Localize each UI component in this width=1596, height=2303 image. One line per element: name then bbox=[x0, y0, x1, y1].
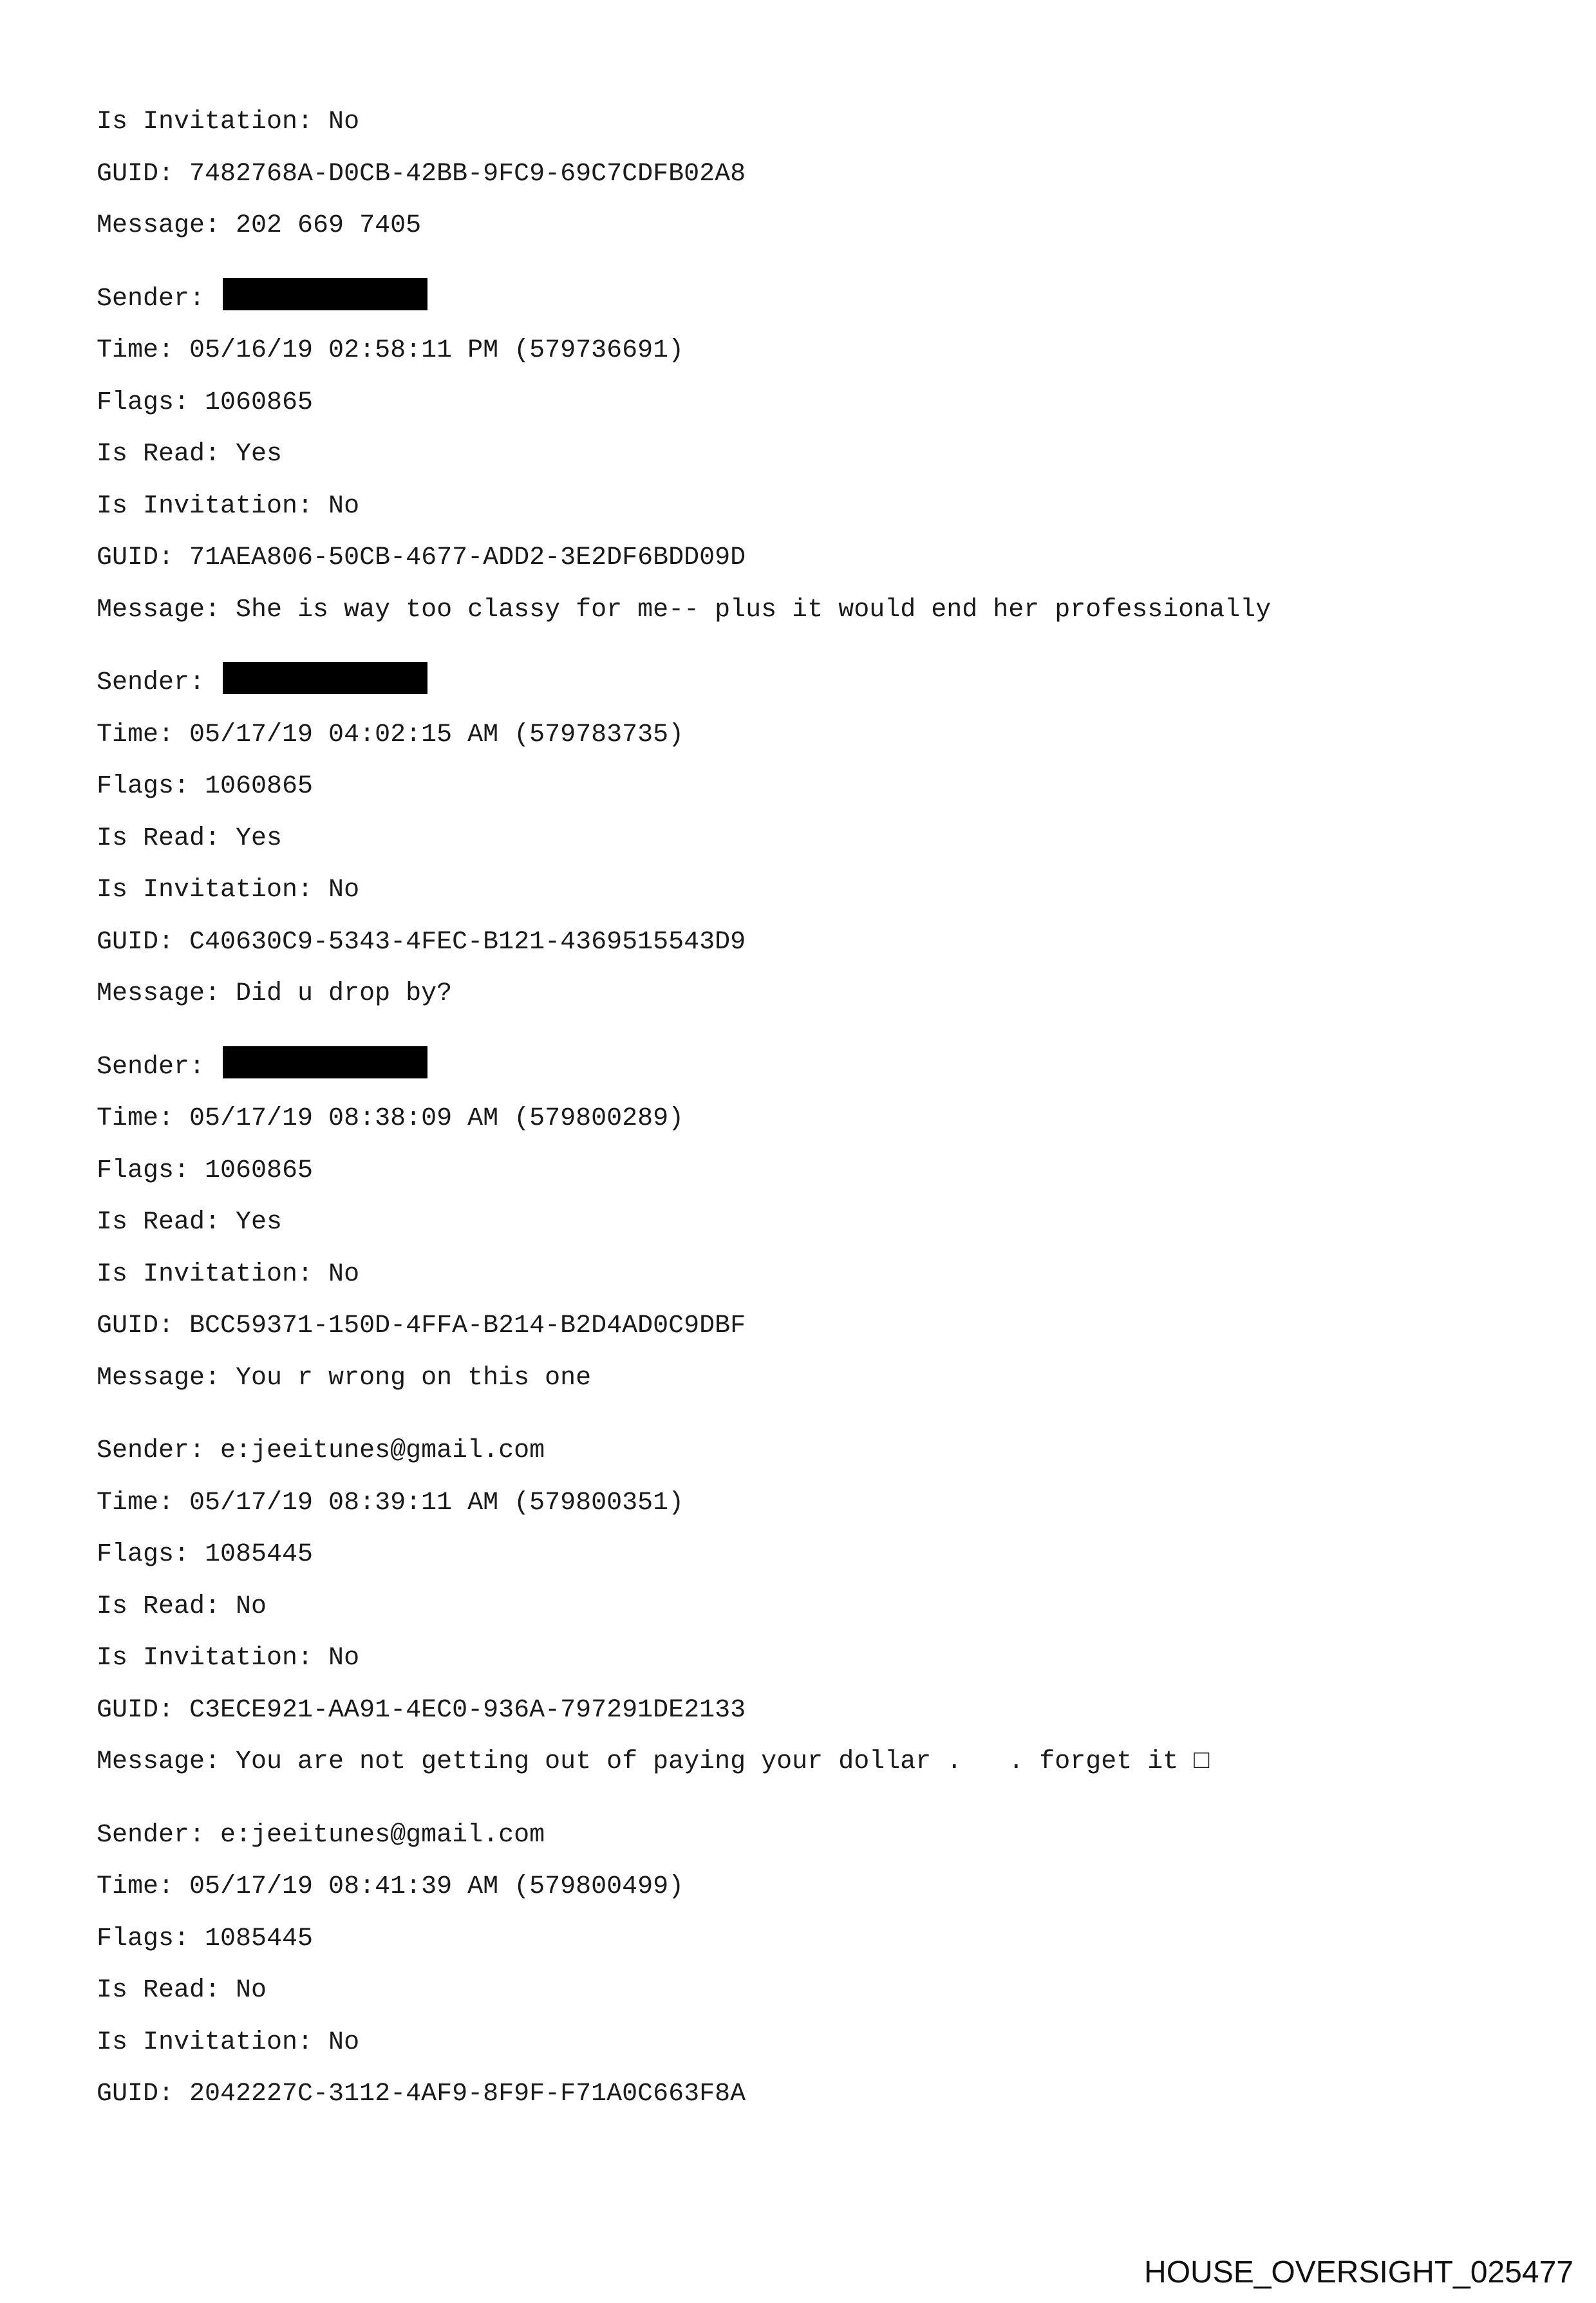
message-line: Message: You r wrong on this one bbox=[97, 1363, 592, 1393]
sender-label: Sender: bbox=[97, 668, 221, 697]
message-record bbox=[97, 274, 1513, 637]
flags-line: Flags: 1085445 bbox=[97, 1924, 314, 1953]
sender-line bbox=[97, 657, 1513, 710]
redaction-box bbox=[223, 662, 427, 694]
is-read-line: Is Read: Yes bbox=[97, 1208, 283, 1237]
flags-line: Flags: 1060865 bbox=[97, 388, 314, 417]
sender-value: e:jeeitunes@gmail.com bbox=[220, 1436, 545, 1465]
message-record bbox=[97, 1042, 1513, 1405]
sender-line bbox=[97, 274, 1513, 326]
sender-label: Sender: bbox=[97, 284, 221, 314]
guid-line: GUID: 7482768A-D0CB-42BB-9FC9-69C7CDFB02A8 bbox=[97, 159, 746, 189]
message-line: Message: You are not getting out of paying your dollar . . forget it □ bbox=[97, 1747, 1210, 1776]
message-line: Message: 202 669 7405 bbox=[97, 211, 422, 240]
message-record bbox=[97, 1810, 1513, 2121]
message-line: Message: She is way too classy for me-- plus it would end her professionally bbox=[97, 595, 1272, 625]
guid-line: GUID: 2042227C-3112-4AF9-8F9F-F71A0C663F8A bbox=[97, 2080, 746, 2109]
guid-line: GUID: BCC59371-150D-4FFA-B214-B2D4AD0C9DBF bbox=[97, 1311, 746, 1340]
invitation-line: Is Invitation: No bbox=[97, 1259, 360, 1289]
flags-line: Flags: 1085445 bbox=[97, 1540, 314, 1569]
guid-line: GUID: C3ECE921-AA91-4EC0-936A-797291DE2133 bbox=[97, 1695, 746, 1725]
time-line: Time: 05/17/19 08:39:11 AM (579800351) bbox=[97, 1488, 684, 1518]
flags-line: Flags: 1060865 bbox=[97, 772, 314, 801]
invitation-line: Is Invitation: No bbox=[97, 876, 360, 905]
sender-value: e:jeeitunes@gmail.com bbox=[220, 1820, 545, 1850]
redaction-box bbox=[223, 1046, 427, 1078]
time-line: Time: 05/17/19 08:38:09 AM (579800289) bbox=[97, 1104, 684, 1133]
invitation-line: Is Invitation: No bbox=[97, 491, 360, 521]
invitation-line: Is Invitation: No bbox=[97, 1644, 360, 1673]
is-read-line: Is Read: Yes bbox=[97, 823, 283, 853]
sender-label: Sender: bbox=[97, 1052, 221, 1082]
guid-line: GUID: C40630C9-5343-4FEC-B121-4369515543D9 bbox=[97, 927, 746, 957]
invitation-line: Is Invitation: No bbox=[97, 108, 360, 136]
sender-line bbox=[97, 1810, 1513, 1862]
message-record bbox=[97, 657, 1513, 1020]
time-line: Time: 05/16/19 02:58:11 PM (579736691) bbox=[97, 336, 684, 365]
invitation-line: Is Invitation: No bbox=[97, 2027, 360, 2057]
message-record bbox=[97, 1425, 1513, 1789]
sender-label: Sender: bbox=[97, 1820, 221, 1850]
guid-line: GUID: 71AEA806-50CB-4677-ADD2-3E2DF6BDD09D bbox=[97, 543, 746, 572]
sender-label: Sender: bbox=[97, 1436, 221, 1465]
time-line: Time: 05/17/19 04:02:15 AM (579783735) bbox=[97, 720, 684, 749]
sender-line bbox=[97, 1425, 1513, 1478]
is-read-line: Is Read: No bbox=[97, 1592, 267, 1621]
message-line: Message: Did u drop by? bbox=[97, 979, 453, 1008]
is-read-line: Is Read: No bbox=[97, 1976, 267, 2005]
redaction-box bbox=[223, 278, 427, 310]
flags-line: Flags: 1060865 bbox=[97, 1156, 314, 1185]
sender-line bbox=[97, 1042, 1513, 1094]
time-line: Time: 05/17/19 08:41:39 AM (579800499) bbox=[97, 1872, 684, 1901]
document-page bbox=[97, 97, 1513, 2121]
bates-number: HOUSE_OVERSIGHT_025477 bbox=[1144, 2255, 1573, 2289]
is-read-line: Is Read: Yes bbox=[97, 440, 283, 469]
message-record-continued bbox=[97, 97, 1513, 252]
